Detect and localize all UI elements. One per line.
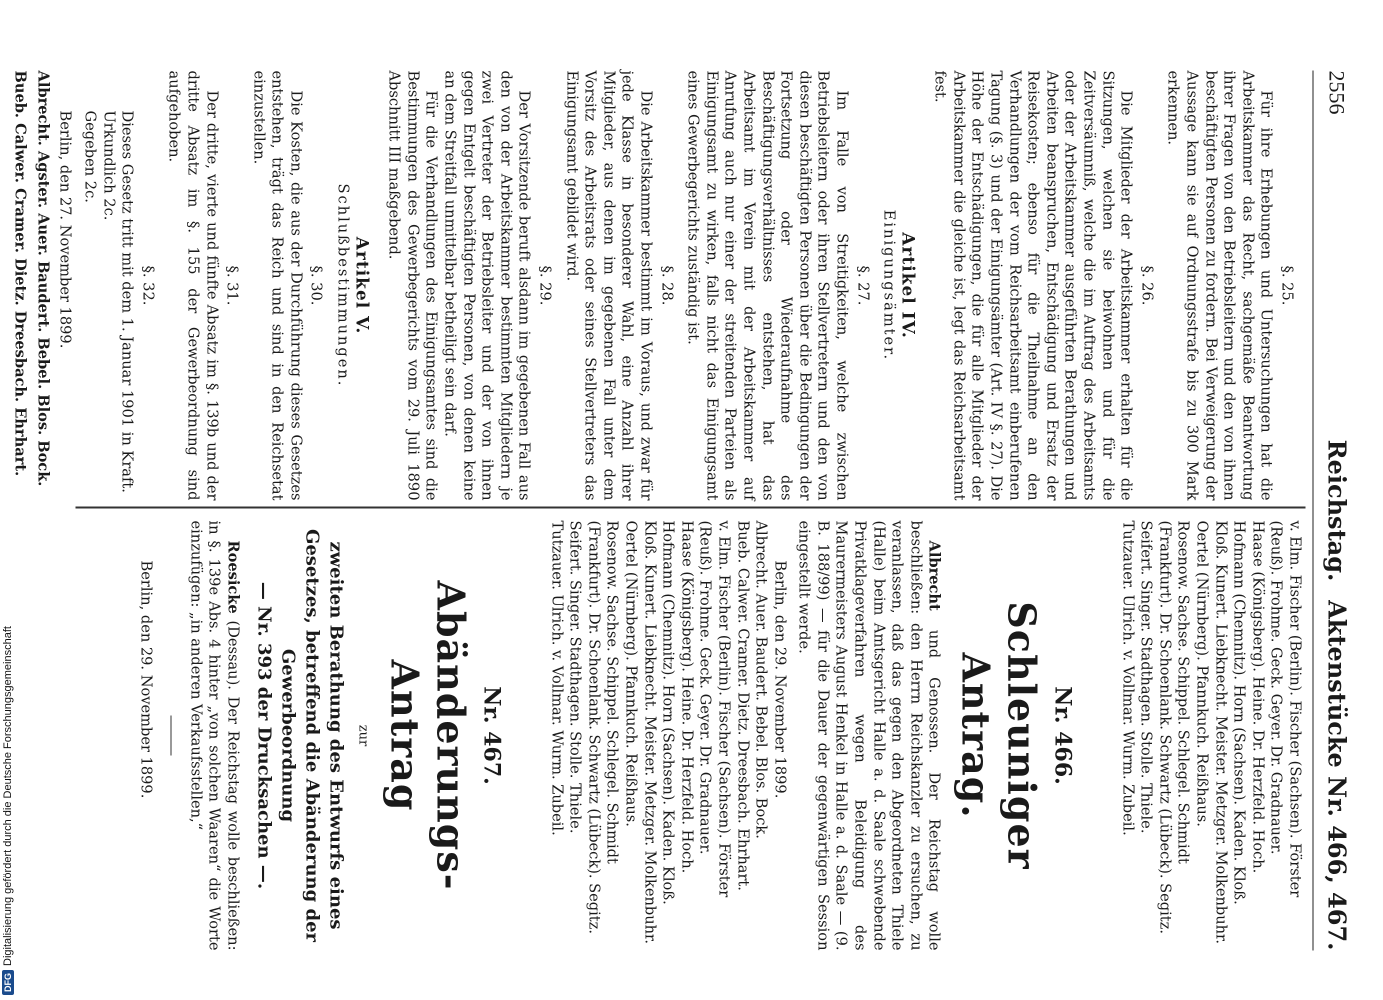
document-number: Nr. 467.	[478, 685, 504, 785]
signature-line: Tutzauer. Ulrich. v. Vollmar. Wurm. Zubeil.	[547, 520, 565, 836]
signature-line: Haase (Königsberg). Heine. Dr. Herzfeld. Hoch.	[1248, 520, 1266, 873]
signatures: Bueb. Calwer. Cramer. Dietz. Dreesbach. Ehrhart.	[11, 70, 29, 476]
signature-line: (Frankfurt). Dr. Schoenlank. Schwartz (Lübeck). Segitz.	[584, 520, 602, 934]
signature-line: Haase (Königsberg). Heine. Dr. Herzfeld. Hoch.	[677, 520, 695, 873]
section-text: Die Arbeitskammer bestimmt im Voraus, und zwar für jede Klasse in besonderer Wahl, eine Anzahl ihrer Mitglieder, aus denen im gegebenen Fall unter dem Vorsitz des Arbeitsrats oder seines Stellvertreters das Einigungsamt gebildet wird.	[562, 70, 654, 500]
section-text: Dieses Gesetz tritt mit dem 1. Januar 1901 in Kraft.	[118, 110, 136, 493]
footer-text: Digitalisierung gefördert durch die Deutsche Forschungsgemeinschaft	[2, 626, 14, 966]
section-text: Für ihre Erhebungen und Untersuchungen hat die Arbeitskammer das Recht, sachgemäße Beantwortung ihrer Fragen von den Betriebsleitern und den von ihnen beschäftigten Personen zu fordern. Bei Verweigerung der Aussage kann sie auf Ordnungsstrafe bis zu 300 Mark erkennen.	[1164, 70, 1275, 500]
column-divider	[75, 506, 1305, 508]
signatures-466	[546, 520, 769, 950]
section-heading: §. 25.	[1278, 265, 1295, 305]
signature-line: Hofmann (Chemnitz). Horn (Sachsen). Kaden. Kloß.	[659, 520, 677, 905]
signature-line: Bueb. Calwer. Cramer. Dietz. Dreesbach. Ehrhart.	[733, 520, 751, 891]
date-line: Berlin, den 29. November 1899.	[770, 560, 788, 798]
section-heading: §. 29.	[536, 265, 554, 305]
signature-line: Kloß. Kunert. Liebknecht. Meister. Metzger. Molkenbuhr.	[640, 520, 658, 944]
dfg-logo: DFG	[2, 970, 14, 995]
section-text: Die Kosten, die aus der Durchführung dieses Gesetzes entstehen, trägt das Reich und sind in den Reichsetat einzustellen.	[249, 70, 304, 500]
left-column	[10, 70, 1303, 500]
motion-lead: Roesicke	[223, 540, 241, 614]
motion-text	[185, 520, 241, 950]
page-header	[1312, 70, 1363, 950]
article-subtitle: Einigungsämter.	[880, 209, 898, 361]
motion-body: (Dessau). Der Reichstag wolle beschließen: in §. 139e Abs. 4 hinter „von solchen Waaren“ die Worte einzufügen: „in anderen Verkaufsstellen,“	[186, 520, 241, 950]
document-number: Nr. 466.	[1049, 685, 1076, 785]
signature-line: Rosenow. Sachse. Schippel. Schlegel. Schmidt	[1174, 520, 1192, 864]
continued-signatures	[1117, 520, 1303, 950]
section-heading: §. 26.	[1137, 265, 1155, 305]
running-title: Reichstag.	[1322, 439, 1351, 581]
signature-line: (Reuß). Frohme. Geck. Geyer. Dr. Gradnauer.	[696, 520, 714, 855]
connector-word: zur	[355, 724, 371, 746]
section-text: Im Falle von Streitigkeiten, welche zwischen Betriebsleitern oder ihren Stellvertretern und den von diesen beschäftigten Personen über die Bedingungen der Fortsetzung oder Wiederaufnahme des Beschäftigungsverhältnisses entstehen, hat das Arbeitsamt im Verein mit der Arbeitskammer auf Anrufung auch nur einer der streitenden Parteien als Einigungsamt zu wirken, falls nicht das Einigungsamt eines Gewerbegerichts zuständig ist.	[684, 70, 850, 500]
motion-text	[794, 520, 943, 950]
signatures: Albrecht. Agster. Auer. Baudert. Bebel. Blos. Bock.	[33, 70, 51, 486]
signature-line: (Frankfurt). Dr. Schoenlank. Schwartz (Lübeck). Segitz.	[1155, 520, 1173, 934]
date-line: Berlin, den 29. November 1899.	[137, 560, 155, 798]
page-number: 2556	[1324, 70, 1349, 114]
motion-lead: Albrecht	[925, 540, 943, 611]
closing-formula: Urkundlich 2c.	[99, 110, 117, 220]
signature-line: Oertel (Nürnberg). Pfannkuch. Reißhaus.	[1193, 520, 1211, 827]
article-subtitle: Schlußbestimmungen.	[334, 183, 352, 387]
section-heading: §. 32.	[138, 265, 156, 305]
document-title: Abänderungs-Antrag	[382, 579, 474, 891]
section-text: Die Mitglieder der Arbeitskammer erhalten für die Sitzungen, welchen sie beiwohnen und für die Zeitversäumniß, welche die im Auftrag des Arbeitsamts oder der Arbeitskammer ausgeführten Berathungen und Arbeiten beanspruchen, Entschädigung und Ersatz der Reisekosten; ebenso für die Theilnahme an den Verhandlungen der vom Reichsarbeitsamt einberufenen Tagung (§. 3) und der Einigungsämter (Art. IV §. 27). Die Höhe der Entschädigungen, die für alle Mitglieder der Arbeitskammer die gleiche ist, legt das Reichsarbeitsamt fest.	[931, 70, 1135, 500]
document-reference: Aktenstücke Nr. 466, 467.	[1322, 599, 1351, 950]
document-title: Schleuniger Antrag.	[953, 600, 1045, 870]
section-heading: §. 27.	[853, 265, 871, 305]
motion-body: und Genossen. Der Reichstag wolle beschließen: den Herrn Reichskanzler zu ersuchen, zu veranlassen, daß das gegen den Abgeordneten Thiele (Halle) beim Amtsgericht Halle a. d. Saale schwebende Privatklageverfahren wegen Beleidigung des Maurermeisters August Henkel in Halle a. d. Saale — (9. B. 188/99) — für die Dauer der gegenwärtigen Session eingestellt werde.	[795, 520, 943, 950]
signature-line: (Reuß). Frohme. Geck. Geyer. Dr. Gradnauer.	[1267, 520, 1285, 855]
signature-line: Seifert. Singer. Stadthagen. Stolle. Thiele.	[566, 520, 584, 833]
section-heading: §. 30.	[307, 265, 325, 305]
signature-line: Rosenow. Sachse. Schippel. Schlegel. Schmidt	[603, 520, 621, 864]
article-heading: Artikel V.	[350, 236, 371, 334]
signature-line: Albrecht. Auer. Baudert. Bebel. Blos. Bock.	[752, 520, 770, 839]
article-heading: Artikel IV.	[896, 231, 917, 339]
divider	[170, 715, 171, 755]
date-line: Berlin, den 27. November 1899.	[56, 110, 74, 348]
signature-line: v. Elm. Fischer (Berlin). Fischer (Sachsen). Förster	[1286, 520, 1303, 897]
signature-line: Oertel (Nürnberg). Pfannkuch. Reißhaus.	[621, 520, 639, 827]
signature-line: Kloß. Kunert. Liebknecht. Meister. Metzger. Molkenbuhr.	[1211, 520, 1229, 944]
section-text: Der Vorsitzende beruft alsdann im gegebenen Fall aus den von der Arbeitskammer bestimmten Mitgliedern je zwei Vertreter der Betriebsleiter und der von ihnen gegen Entgelt beschäftigten Personen, von denen keine an dem Streitfall unmittelbar betheiligt sein darf.	[441, 70, 533, 500]
section-heading: §. 31.	[223, 265, 241, 305]
closing-formula: Gegeben 2c.	[80, 110, 98, 203]
signature-line: Hofmann (Chemnitz). Horn (Sachsen). Kaden. Kloß.	[1230, 520, 1248, 905]
drucksachen-reference: — Nr. 393 der Drucksachen —.	[252, 581, 274, 889]
section-text: Für die Verhandlungen des Einigungsamtes sind die Bestimmungen des Gewerbegerichts vom 29. Juli 1890 Abschnitt III maßgebend.	[385, 70, 440, 500]
section-heading: §. 28.	[657, 265, 675, 305]
signature-line: Tutzauer. Ulrich. v. Vollmar. Wurm. Zubeil.	[1118, 520, 1136, 836]
signature-line: v. Elm. Fischer (Berlin). Fischer (Sachsen). Förster	[714, 520, 732, 897]
signature-line: Seifert. Singer. Stadthagen. Stolle. Thiele.	[1137, 520, 1155, 833]
digitization-footer	[2, 626, 14, 995]
section-text: Der dritte, vierte und fünfte Absatz im §. 139b und der dritte Absatz im §. 155 der Gewerbeordnung sind aufgehoben.	[165, 70, 220, 500]
document-subtitle: zweiten Berathung des Entwurfs eines Gesetzes, betreffend die Abänderung der Gewerbeordnung	[276, 528, 346, 942]
right-column	[135, 520, 1303, 950]
